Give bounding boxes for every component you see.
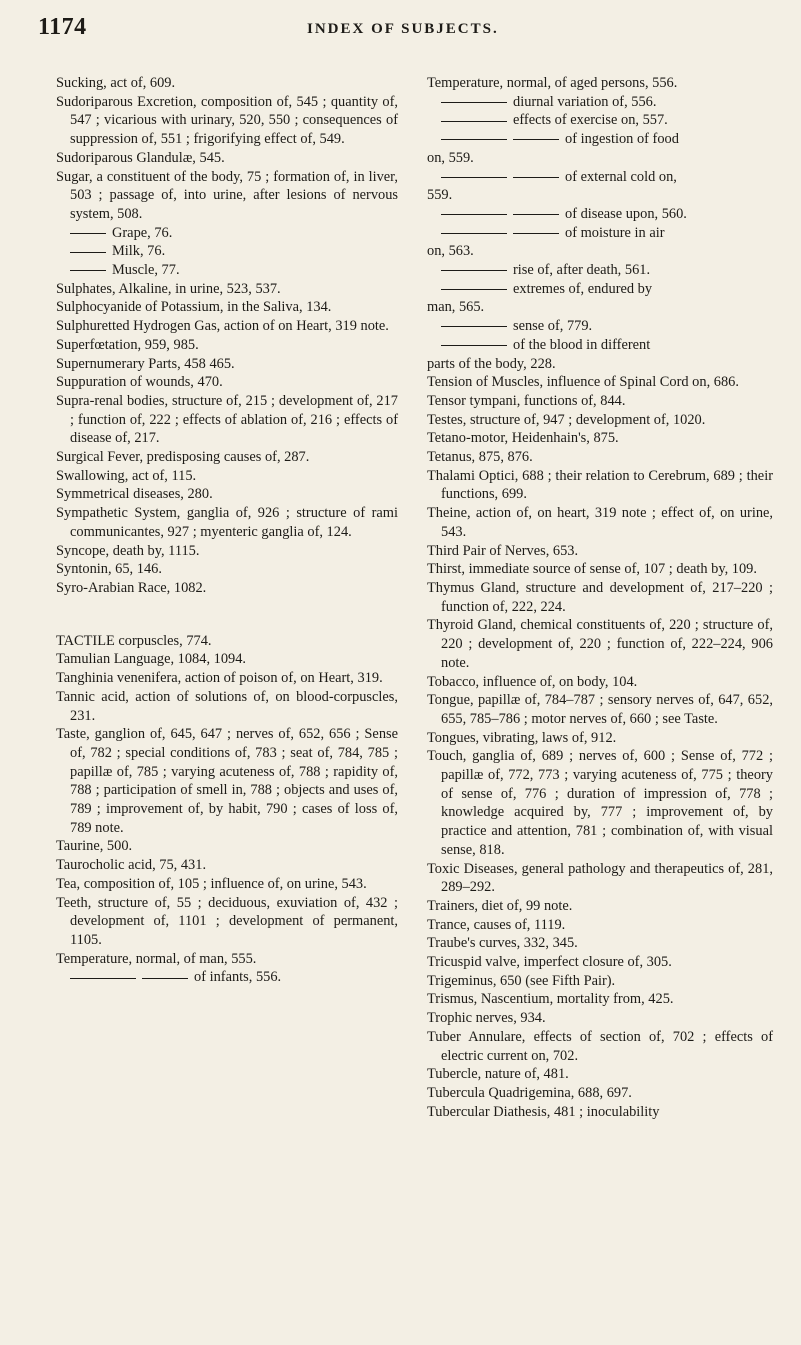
- ditto-rule: [513, 214, 559, 215]
- index-continuation: parts of the body, 228.: [427, 355, 556, 372]
- index-entry: Trainers, diet of, 99 note.: [427, 897, 573, 914]
- index-entry: Third Pair of Nerves, 653.: [427, 542, 579, 559]
- index-entry: Trigeminus, 650 (see Fifth Pair).: [427, 972, 616, 989]
- index-entry: Sucking, act of, 609.: [56, 75, 176, 91]
- index-entry: Tobacco, influence of, on body, 104.: [427, 673, 638, 690]
- index-entry: Thymus Gland, structure and development of, 217–220 ; function of, 222, 224.: [427, 579, 773, 615]
- index-entry: Taurine, 500.: [56, 838, 133, 855]
- index-entry: Tension of Muscles, influence of Spinal Cord on, 686.: [427, 374, 739, 391]
- ditto-rule: [441, 289, 507, 290]
- index-subentry: of external cold on,: [427, 168, 773, 187]
- ditto-rule: [142, 978, 188, 979]
- ditto-rule: [513, 177, 559, 178]
- index-entry: Sulphocyanide of Potassium, in the Saliva, 134.: [56, 299, 332, 316]
- ditto-rule: [513, 139, 559, 140]
- index-entry: Tuber Annulare, effects of section of, 702 ; effects of electric current on, 702.: [427, 1028, 773, 1064]
- index-entry: Sudoriparous Excretion, composition of, 545 ; quantity of, 547 ; vicarious with urinary, 520, 550 ; consequences of suppression of, 551 ; frigorifying effect of, 549.: [56, 93, 398, 148]
- index-entry: Touch, ganglia of, 689 ; nerves of, 600 ; Sense of, 772 ; papillæ of, 772, 773 ; varying acuteness of, 775 ; theory of sense of, 776 ; duration of impression of, 778 ; knowledge acquired by, 777 ; improvement of, by practice and attention, 781 ; combination of, with visual sense, 818.: [427, 748, 773, 858]
- index-entry: Toxic Diseases, general pathology and therapeutics of, 281, 289–292.: [427, 860, 773, 896]
- index-subentry: sense of, 779.: [427, 317, 773, 336]
- index-subentry: diurnal variation of, 556.: [427, 93, 773, 112]
- ditto-rule: [70, 978, 136, 979]
- ditto-rule: [441, 214, 507, 215]
- index-subentry: rise of, after death, 561.: [427, 261, 773, 280]
- index-entry: Tamulian Language, 1084, 1094.: [56, 651, 247, 668]
- ditto-rule: [441, 102, 507, 103]
- index-entry: Tubercle, nature of, 481.: [427, 1066, 569, 1083]
- index-entry: Tannic acid, action of solutions of, on blood-corpuscles, 231.: [56, 688, 398, 724]
- index-continuation: 559.: [427, 187, 453, 204]
- running-title: INDEX OF SUBJECTS.: [307, 21, 499, 37]
- ditto-rule: [441, 345, 507, 346]
- index-entry: Syncope, death by, 1115.: [56, 542, 200, 559]
- index-entry: Tongue, papillæ of, 784–787 ; sensory nerves of, 647, 652, 655, 785–786 ; motor nerves of, 660 ; see Taste.: [427, 692, 773, 727]
- index-subentry: of the blood in different: [427, 336, 773, 355]
- ditto-rule: [70, 252, 106, 253]
- index-subentry: of infants, 556.: [56, 968, 398, 987]
- index-entry: Trophic nerves, 934.: [427, 1010, 546, 1027]
- index-entry: Sulphuretted Hydrogen Gas, action of on Heart, 319 note.: [56, 318, 389, 335]
- ditto-rule: [441, 177, 507, 178]
- index-entry: Tricuspid valve, imperfect closure of, 305.: [427, 954, 672, 971]
- index-entry: Syntonin, 65, 146.: [56, 561, 162, 578]
- ditto-rule: [70, 270, 106, 271]
- index-subentry: extremes of, endured by: [427, 280, 773, 299]
- index-subentry: of ingestion of food: [427, 130, 773, 149]
- ditto-rule: [70, 233, 106, 234]
- ditto-rule: [441, 233, 507, 234]
- index-entry: Theine, action of, on heart, 319 note ; effect of, on urine, 543.: [427, 505, 773, 540]
- index-entry: Thirst, immediate source of sense of, 107 ; death by, 109.: [427, 561, 757, 578]
- index-subentry: effects of exercise on, 557.: [427, 111, 773, 130]
- index-entry: Traube's curves, 332, 345.: [427, 935, 578, 952]
- page-header: [0, 14, 801, 48]
- index-continuation: man, 565.: [427, 299, 485, 316]
- index-entry: Temperature, normal, of man, 555.: [56, 950, 257, 967]
- index-entry: Tetanus, 875, 876.: [427, 449, 533, 466]
- ditto-rule: [441, 270, 507, 271]
- index-entry: Supra-renal bodies, structure of, 215 ; development of, 217 ; function of, 222 ; effects of ablation of, 216 ; effects of disease of, 217.: [56, 392, 398, 447]
- index-entry: Superfœtation, 959, 985.: [56, 336, 199, 353]
- index-entry: Tubercular Diathesis, 481 ; inoculability: [427, 1103, 660, 1120]
- right-column: [426, 74, 773, 1121]
- index-entry: Tubercula Quadrigemina, 688, 697.: [427, 1084, 632, 1101]
- index-subentry: Milk, 76.: [56, 242, 398, 261]
- index-entry: Symmetrical diseases, 280.: [56, 486, 213, 503]
- index-entry: Tetano-motor, Heidenhain's, 875.: [427, 430, 619, 447]
- index-entry: Surgical Fever, predisposing causes of, 287.: [56, 449, 310, 466]
- index-entry: Tea, composition of, 105 ; influence of, on urine, 543.: [56, 875, 367, 892]
- index-subentry: Grape, 76.: [56, 224, 398, 243]
- index-entry: Temperature, normal, of aged persons, 556.: [427, 75, 678, 91]
- index-entry: Supernumerary Parts, 458 465.: [56, 355, 235, 372]
- ditto-rule: [441, 139, 507, 140]
- index-entry: Suppuration of wounds, 470.: [56, 374, 223, 391]
- index-entry: Thyroid Gland, chemical constituents of, 220 ; structure of, 220 ; development of, 220 ; function of, 222–224, 906 note.: [427, 617, 773, 671]
- ditto-rule: [441, 326, 507, 327]
- index-entry: Sudoriparous Glandulæ, 545.: [56, 149, 225, 166]
- index-entry: Swallowing, act of, 115.: [56, 467, 197, 484]
- index-entry: Sulphates, Alkaline, in urine, 523, 537.: [56, 280, 281, 297]
- index-entry: Thalami Optici, 688 ; their relation to Cerebrum, 689 ; their functions, 699.: [427, 467, 773, 503]
- left-column: [56, 74, 398, 987]
- index-entry: Tensor tympani, functions of, 844.: [427, 392, 626, 409]
- index-continuation: on, 563.: [427, 243, 474, 260]
- ditto-rule: [441, 121, 507, 122]
- index-entry: Trismus, Nascentium, mortality from, 425.: [427, 991, 674, 1008]
- index-entry: Tanghinia venenifera, action of poison of, on Heart, 319.: [56, 670, 383, 687]
- index-entry-section-start: TACTILE corpuscles, 774.: [56, 632, 212, 649]
- index-subentry: of disease upon, 560.: [427, 205, 773, 224]
- index-entry: Teeth, structure of, 55 ; deciduous, exuviation of, 432 ; development of, 1101 ; development of permanent, 1105.: [56, 894, 398, 948]
- ditto-rule: [513, 233, 559, 234]
- index-subentry: of moisture in air: [427, 224, 773, 243]
- index-entry: Trance, causes of, 1119.: [427, 916, 566, 933]
- index-entry: Tongues, vibrating, laws of, 912.: [427, 729, 617, 746]
- index-entry: Sympathetic System, ganglia of, 926 ; structure of rami communicantes, 927 ; myenteric ganglia of, 124.: [56, 505, 398, 540]
- index-entry: Testes, structure of, 947 ; development of, 1020.: [427, 411, 706, 428]
- index-continuation: on, 559.: [427, 149, 474, 166]
- index-entry: Taurocholic acid, 75, 431.: [56, 857, 207, 874]
- index-entry: Taste, ganglion of, 645, 647 ; nerves of, 652, 656 ; Sense of, 782 ; special conditions of, 783 ; seat of, 784, 785 ; papillæ of, 785 ; varying acuteness of, 788 ; rapidity of, 788 ; participation of smell in, 788 ; objects and uses of, 789 ; improvement of, by habit, 790 ; cases of loss of, 789 note.: [56, 726, 398, 836]
- index-subentry: Muscle, 77.: [56, 261, 398, 280]
- page-number: 1174: [38, 14, 87, 40]
- index-entry: Sugar, a constituent of the body, 75 ; formation of, in liver, 503 ; passage of, into urine, after lesions of nervous system, 508.: [56, 168, 398, 222]
- index-entry: Syro-Arabian Race, 1082.: [56, 579, 207, 596]
